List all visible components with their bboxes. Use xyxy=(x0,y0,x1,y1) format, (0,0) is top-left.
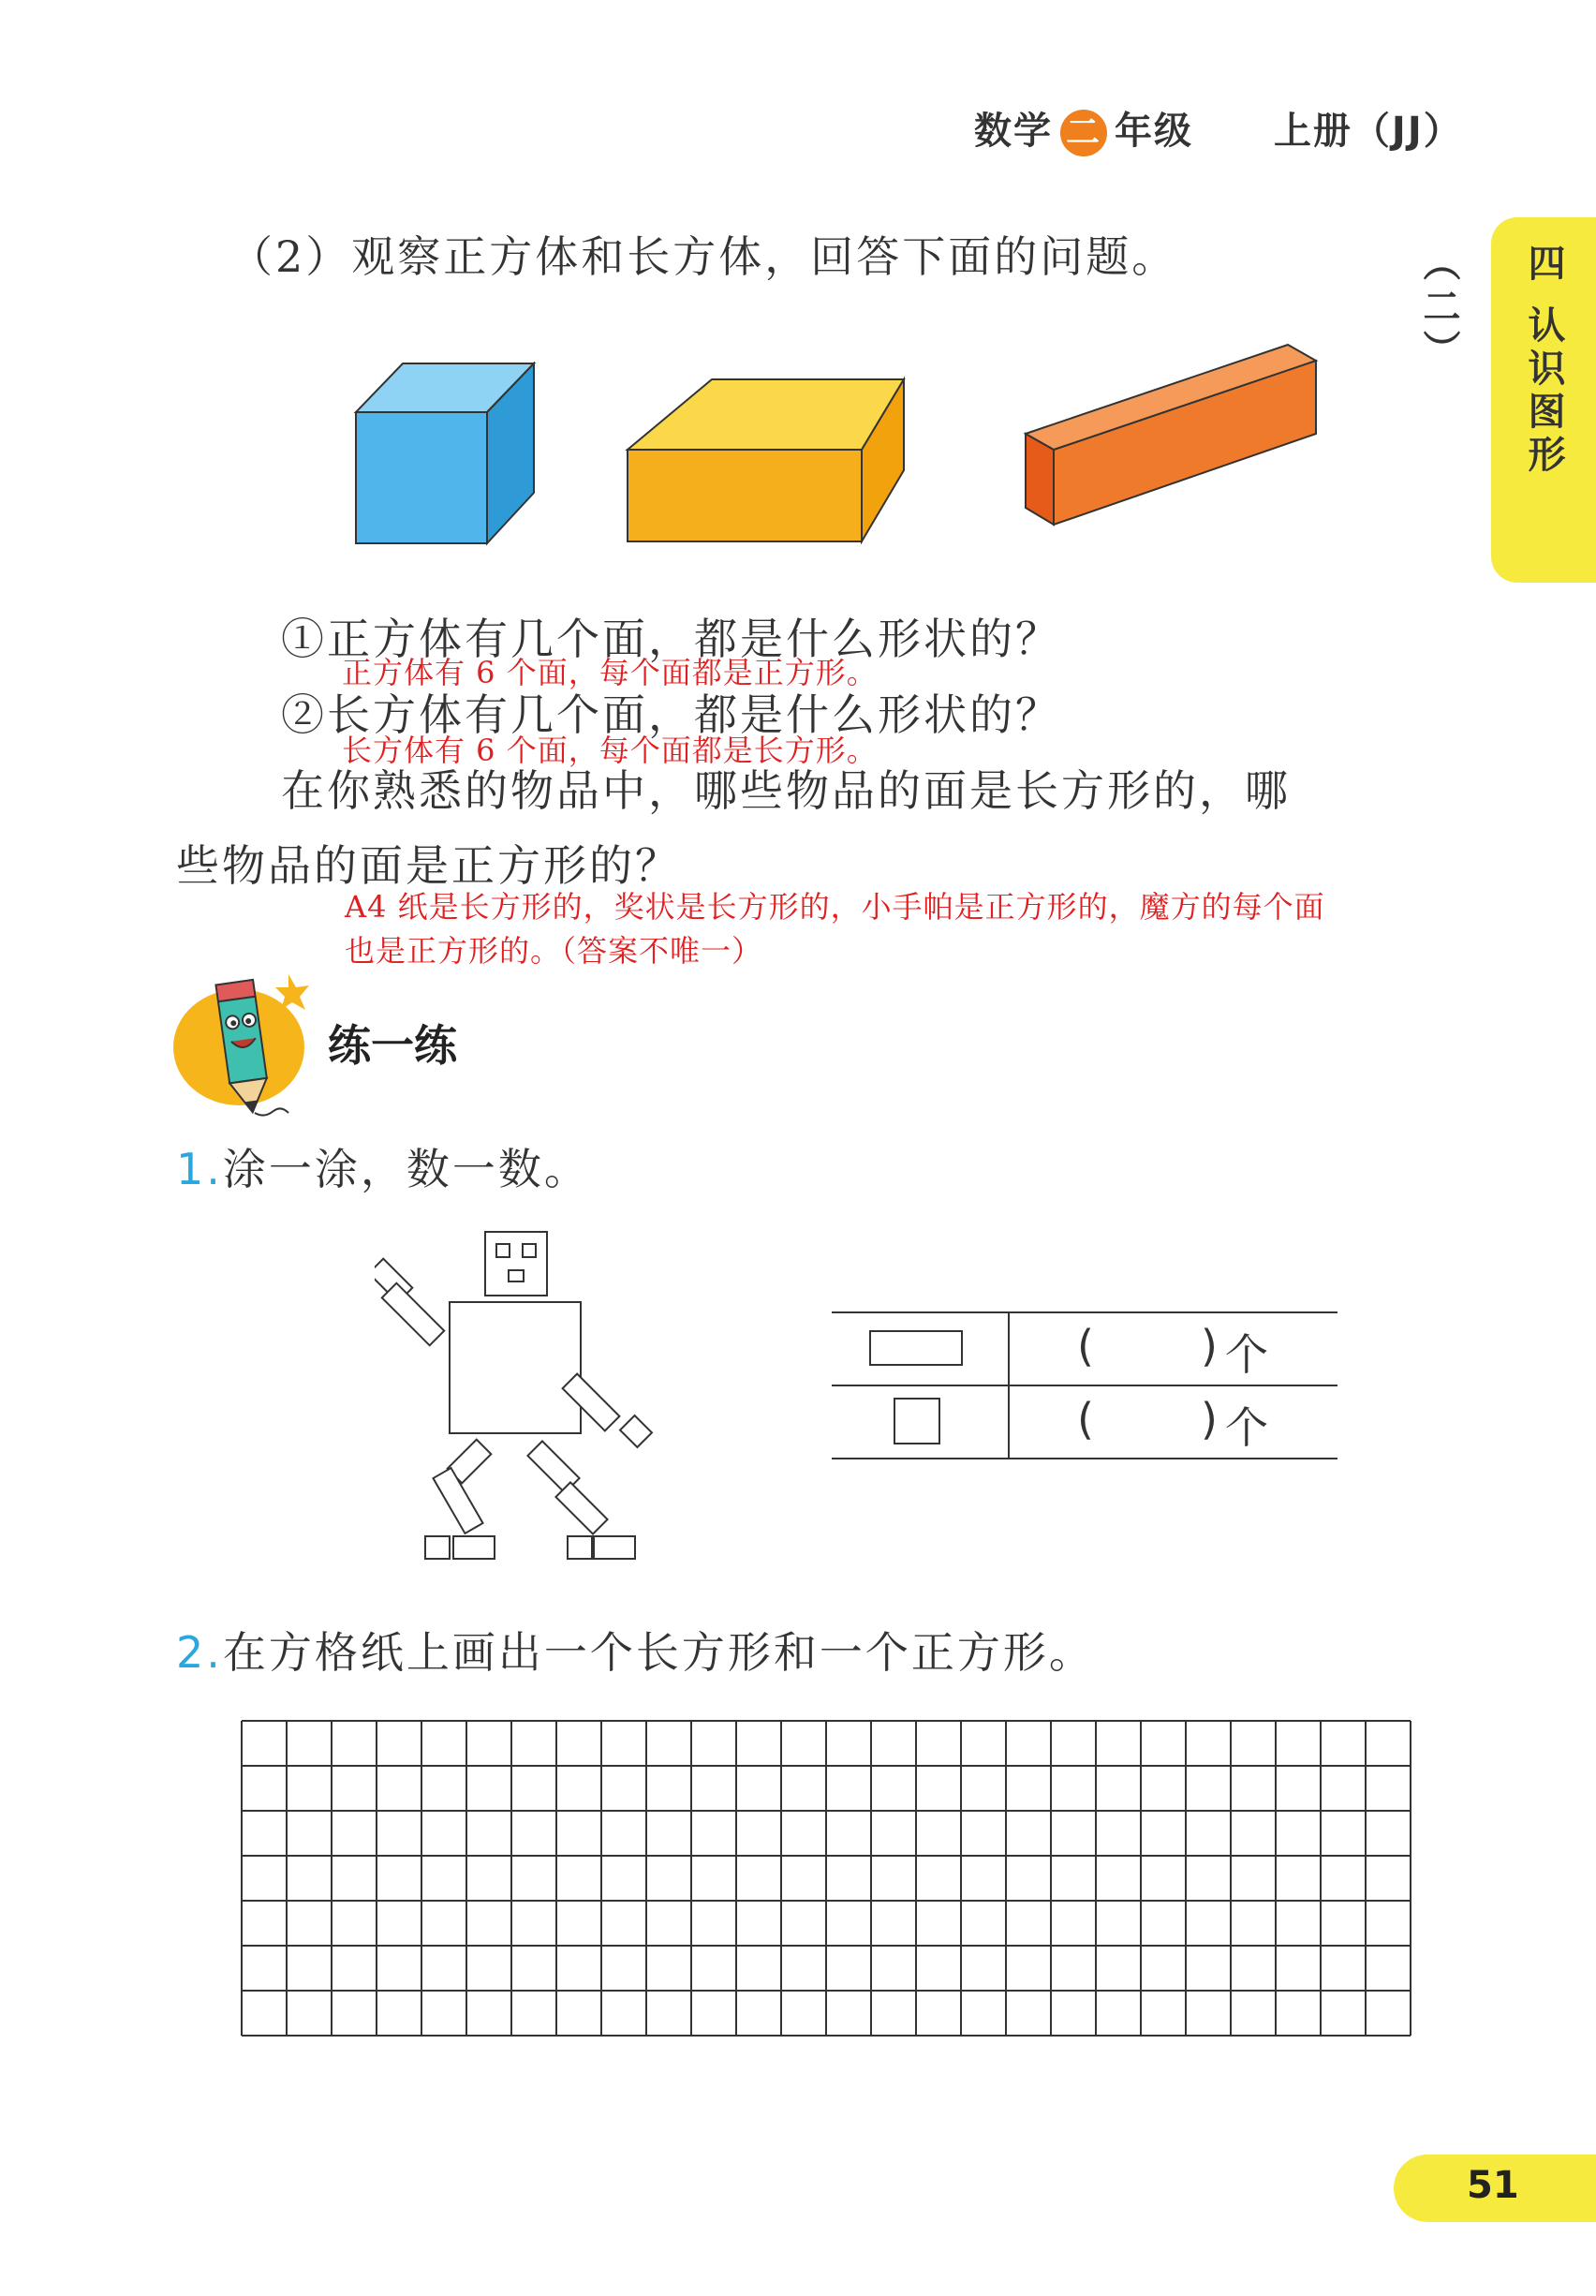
exercise-1-prompt xyxy=(176,1135,590,1197)
exercise-2-number: 2. xyxy=(176,1627,223,1678)
unit-1: 个 xyxy=(1225,1329,1268,1380)
flat-cuboid-shape xyxy=(628,379,904,541)
pencil-mascot-icon xyxy=(169,963,318,1122)
chapter-tab xyxy=(1417,217,1596,583)
sub-question-2: ②长方体有几个面，都是什么形状的？ xyxy=(281,689,1061,740)
page-number: 51 xyxy=(1467,2164,1519,2207)
question2-title: （2）观察正方体和长方体，回答下面的问题。 xyxy=(229,231,1178,282)
answer-2: 长方体有 6 个面，每个面都是长方形。 xyxy=(342,733,878,768)
practice-title: 练一练 xyxy=(328,1020,457,1071)
robot-body xyxy=(450,1302,581,1433)
exercise-2-prompt xyxy=(176,1619,1095,1681)
page-number-tab xyxy=(1394,2155,1596,2222)
square-shape-icon xyxy=(894,1398,940,1444)
chapter-tab-label: 四 认识图形（二） xyxy=(1417,244,1565,478)
grid-paper[interactable] xyxy=(240,1719,1412,2037)
robot-head xyxy=(485,1232,547,1296)
sub-question-3-line2: 些物品的面是正方形的？ xyxy=(176,840,681,891)
paren-close-2: ) xyxy=(1201,1394,1218,1444)
count-table xyxy=(832,1311,1337,1461)
exercise-1-text: 涂一涂，数一数。 xyxy=(222,1144,590,1194)
robot-figure xyxy=(375,1227,656,1574)
grade-badge: 二 xyxy=(1060,110,1107,156)
long-cuboid-shape xyxy=(1026,345,1316,525)
subject-label: 数学 xyxy=(974,110,1053,153)
grade-suffix: 年级 xyxy=(1115,110,1193,153)
answer-3-line2: 也是正方形的。（答案不唯一） xyxy=(345,933,763,969)
solids-illustration xyxy=(337,309,1349,553)
exercise-2-text: 在方格纸上画出一个长方形和一个正方形。 xyxy=(222,1627,1095,1678)
rectangle-shape-icon xyxy=(869,1330,963,1366)
paren-open-1: ( xyxy=(1077,1321,1094,1371)
page-header xyxy=(974,101,1463,156)
volume-label: 上册（JJ） xyxy=(1273,110,1463,153)
exercise-1-number: 1. xyxy=(176,1144,223,1194)
sub-question-1: ①正方体有几个面，都是什么形状的？ xyxy=(281,614,1061,664)
unit-2: 个 xyxy=(1225,1402,1268,1453)
paren-close-1: ) xyxy=(1201,1321,1218,1371)
answer-1: 正方体有 6 个面，每个面都是正方形。 xyxy=(342,655,878,690)
paren-open-2: ( xyxy=(1077,1394,1094,1444)
cube-shape xyxy=(356,363,534,543)
answer-3-line1: A4 纸是长方形的，奖状是长方形的，小手帕是正方形的，魔方的每个面 xyxy=(345,889,1325,925)
sub-question-3-line1: 在你熟悉的物品中，哪些物品的面是长方形的，哪 xyxy=(281,765,1291,816)
